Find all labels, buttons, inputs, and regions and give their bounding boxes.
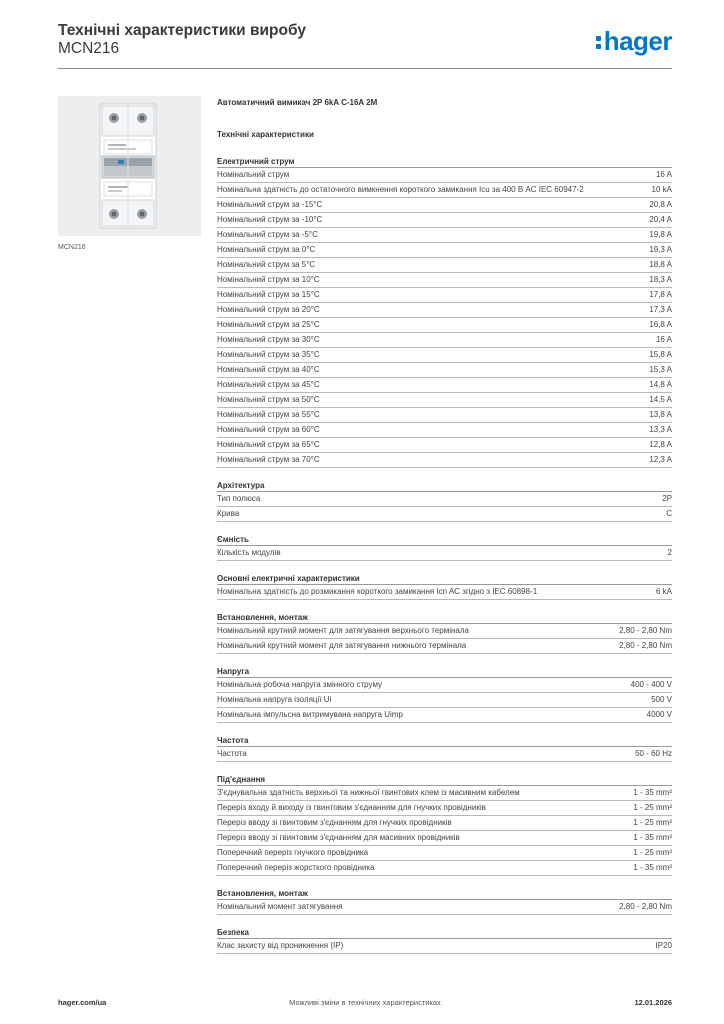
- spec-row: [217, 378, 672, 393]
- spec-value: 6 kA: [655, 587, 672, 596]
- spec-value: 16 A: [655, 170, 672, 179]
- spec-value: IP20: [655, 941, 672, 950]
- spec-label: Номінальний струм за 25°C: [217, 320, 320, 329]
- spec-row: [217, 453, 672, 468]
- spec-label: Номінальний струм за -15°C: [217, 200, 323, 209]
- spec-row: [217, 816, 672, 831]
- spec-value: 15,3 A: [649, 365, 672, 374]
- spec-row: [217, 546, 672, 561]
- spec-value: 10 kA: [651, 185, 672, 194]
- spec-row: [217, 243, 672, 258]
- spec-label: Тип полюса: [217, 494, 261, 503]
- section-title: Частота: [217, 735, 672, 747]
- spec-label: Переріз входу й виходу із гвинтовим з'єднанням для гнучких провідників: [217, 803, 486, 812]
- circuit-breaker-icon: [58, 96, 201, 236]
- spec-label: Номінальний струм за 60°C: [217, 425, 320, 434]
- spec-row: [217, 408, 672, 423]
- footer-website: hager.com/ua: [58, 998, 107, 1007]
- spec-value: 1 - 35 mm²: [633, 833, 672, 842]
- spec-value: 18,8 A: [649, 260, 672, 269]
- spec-value: 2P: [662, 494, 672, 503]
- spec-value: 18,3 A: [649, 275, 672, 284]
- spec-value: 19,3 A: [649, 245, 672, 254]
- spec-value: 16 A: [655, 335, 672, 344]
- spec-row: [217, 198, 672, 213]
- section-title: Електричний струм: [217, 156, 672, 168]
- header-divider: [58, 68, 672, 69]
- spec-value: 20,4 A: [649, 215, 672, 224]
- spec-sections: [217, 156, 672, 954]
- spec-section: [217, 534, 672, 561]
- spec-row: [217, 693, 672, 708]
- spec-label: Номінальний струм за 30°C: [217, 335, 320, 344]
- spec-label: Клас захисту від проникнення (IP): [217, 941, 344, 950]
- spec-label: Номінальний струм за 55°C: [217, 410, 320, 419]
- spec-value: 1 - 35 mm²: [633, 863, 672, 872]
- spec-label: Переріз вводу зі гвинтовим з'єднанням для гнучких провідників: [217, 818, 452, 827]
- spec-value: 1 - 25 mm²: [633, 803, 672, 812]
- spec-label: Номінальний струм за -5°C: [217, 230, 318, 239]
- spec-row: [217, 507, 672, 522]
- spec-row: [217, 333, 672, 348]
- spec-label: Номінальний струм за 45°C: [217, 380, 320, 389]
- spec-section: [217, 888, 672, 915]
- product-image: [58, 96, 201, 236]
- section-title: Під'єднання: [217, 774, 672, 786]
- spec-heading: Технічні характеристики: [217, 130, 314, 139]
- spec-row: [217, 861, 672, 876]
- spec-label: Номінальний струм за -10°C: [217, 215, 323, 224]
- spec-row: [217, 258, 672, 273]
- spec-value: 17,8 A: [649, 290, 672, 299]
- section-title: Ємність: [217, 534, 672, 546]
- spec-row: [217, 183, 672, 198]
- spec-value: 2,80 - 2,80 Nm: [619, 626, 672, 635]
- section-title: Встановлення, монтаж: [217, 888, 672, 900]
- spec-value: 14,5 A: [649, 395, 672, 404]
- document-subtitle: MCN216: [58, 40, 120, 57]
- spec-section: [217, 666, 672, 723]
- spec-value: 2,80 - 2,80 Nm: [619, 641, 672, 650]
- spec-label: Частота: [217, 749, 247, 758]
- spec-value: 1 - 25 mm²: [633, 818, 672, 827]
- spec-row: [217, 393, 672, 408]
- spec-label: Номінальний крутний момент для затягування нижнього термінала: [217, 641, 467, 650]
- spec-label: Номінальний струм за 40°C: [217, 365, 320, 374]
- spec-row: [217, 900, 672, 915]
- footer-date: 12.01.2026: [634, 998, 672, 1007]
- section-title: Напруга: [217, 666, 672, 678]
- spec-content: [217, 97, 672, 966]
- spec-value: 14,8 A: [649, 380, 672, 389]
- spec-value: 17,3 A: [649, 305, 672, 314]
- spec-row: [217, 624, 672, 639]
- spec-label: Номінальний струм за 50°C: [217, 395, 320, 404]
- spec-section: [217, 573, 672, 600]
- spec-row: [217, 168, 672, 183]
- footer-note: Можливі зміни в технічних характеристиках: [289, 998, 441, 1007]
- spec-label: Номінальний струм за 65°C: [217, 440, 320, 449]
- spec-section: [217, 156, 672, 468]
- product-description: Автоматичний вимикач 2P 6kA C-16A 2M: [217, 98, 378, 107]
- spec-label: Номінальний струм за 70°C: [217, 455, 320, 464]
- spec-section: [217, 735, 672, 762]
- spec-label: З'єднувальна здатність верхньої та нижньої гвинтових клем із масивним кабелем: [217, 788, 520, 797]
- spec-value: 19,8 A: [649, 230, 672, 239]
- spec-value: 400 - 400 V: [630, 680, 672, 689]
- spec-value: 12,8 A: [649, 440, 672, 449]
- section-title: Безпека: [217, 927, 672, 939]
- spec-value: 2,80 - 2,80 Nm: [619, 902, 672, 911]
- spec-label: Кількість модулів: [217, 548, 281, 557]
- spec-label: Номінальний струм за 20°C: [217, 305, 320, 314]
- spec-value: 50 - 60 Hz: [635, 749, 672, 758]
- spec-label: Номінальна напруга ізоляції Ui: [217, 695, 332, 704]
- document-title: Технічні характеристики виробу: [58, 22, 306, 39]
- spec-label: Крива: [217, 509, 240, 518]
- spec-label: Поперечний переріз гнучкого провідника: [217, 848, 369, 857]
- spec-row: [217, 213, 672, 228]
- logo-colon-icon: [596, 30, 603, 50]
- logo-text: hager: [603, 26, 672, 56]
- section-title: Архітектура: [217, 480, 672, 492]
- spec-label: Номінальний струм за 35°C: [217, 350, 320, 359]
- spec-row: [217, 585, 672, 600]
- spec-value: 16,8 A: [649, 320, 672, 329]
- spec-label: Номінальний струм за 0°C: [217, 245, 316, 254]
- spec-row: [217, 846, 672, 861]
- spec-row: [217, 363, 672, 378]
- spec-value: 13,3 A: [649, 425, 672, 434]
- spec-section: [217, 927, 672, 954]
- spec-row: [217, 438, 672, 453]
- spec-row: [217, 801, 672, 816]
- spec-row: [217, 939, 672, 954]
- page-header: [58, 22, 672, 70]
- spec-value: 2: [667, 548, 672, 557]
- spec-label: Номінальна робоча напруга змінного струму: [217, 680, 383, 689]
- spec-row: [217, 786, 672, 801]
- spec-value: 13,8 A: [649, 410, 672, 419]
- spec-label: Номінальний момент затягування: [217, 902, 343, 911]
- spec-section: [217, 774, 672, 876]
- spec-section: [217, 612, 672, 654]
- spec-row: [217, 348, 672, 363]
- spec-label: Номінальний струм: [217, 170, 290, 179]
- section-title: Встановлення, монтаж: [217, 612, 672, 624]
- spec-value: 4000 V: [646, 710, 672, 719]
- spec-label: Номінальний струм за 10°C: [217, 275, 320, 284]
- spec-row: [217, 423, 672, 438]
- spec-label: Номінальний крутний момент для затягування верхнього термінала: [217, 626, 469, 635]
- spec-row: [217, 303, 672, 318]
- spec-section: [217, 480, 672, 522]
- spec-label: Номінальний струм за 5°C: [217, 260, 316, 269]
- spec-value: 500 V: [651, 695, 672, 704]
- spec-row: [217, 318, 672, 333]
- spec-value: C: [666, 509, 672, 518]
- spec-label: Номінальна здатність до остаточного вимкнення короткого замикання Icu за 400 В AC IEC 60947-2: [217, 185, 584, 194]
- spec-row: [217, 273, 672, 288]
- spec-row: [217, 747, 672, 762]
- image-caption: MCN216: [58, 244, 86, 251]
- spec-value: 1 - 35 mm²: [633, 788, 672, 797]
- hager-logo: [596, 28, 672, 54]
- spec-row: [217, 831, 672, 846]
- spec-value: 20,8 A: [649, 200, 672, 209]
- spec-label: Номінальна здатність до розмикання короткого замикання Icn AC згідно з IEC 60898-1: [217, 587, 538, 596]
- spec-label: Переріз вводу зі гвинтовим з'єднанням для масивних провідників: [217, 833, 460, 842]
- spec-row: [217, 708, 672, 723]
- spec-value: 1 - 25 mm²: [633, 848, 672, 857]
- spec-row: [217, 678, 672, 693]
- spec-label: Номінальний струм за 15°C: [217, 290, 320, 299]
- spec-value: 15,8 A: [649, 350, 672, 359]
- spec-row: [217, 228, 672, 243]
- spec-value: 12,3 A: [649, 455, 672, 464]
- spec-row: [217, 492, 672, 507]
- spec-row: [217, 288, 672, 303]
- spec-label: Номінальна імпульсна витримувана напруга Uimp: [217, 710, 403, 719]
- spec-label: Поперечний переріз жорсткого провідника: [217, 863, 375, 872]
- section-title: Основні електричні характеристики: [217, 573, 672, 585]
- spec-row: [217, 639, 672, 654]
